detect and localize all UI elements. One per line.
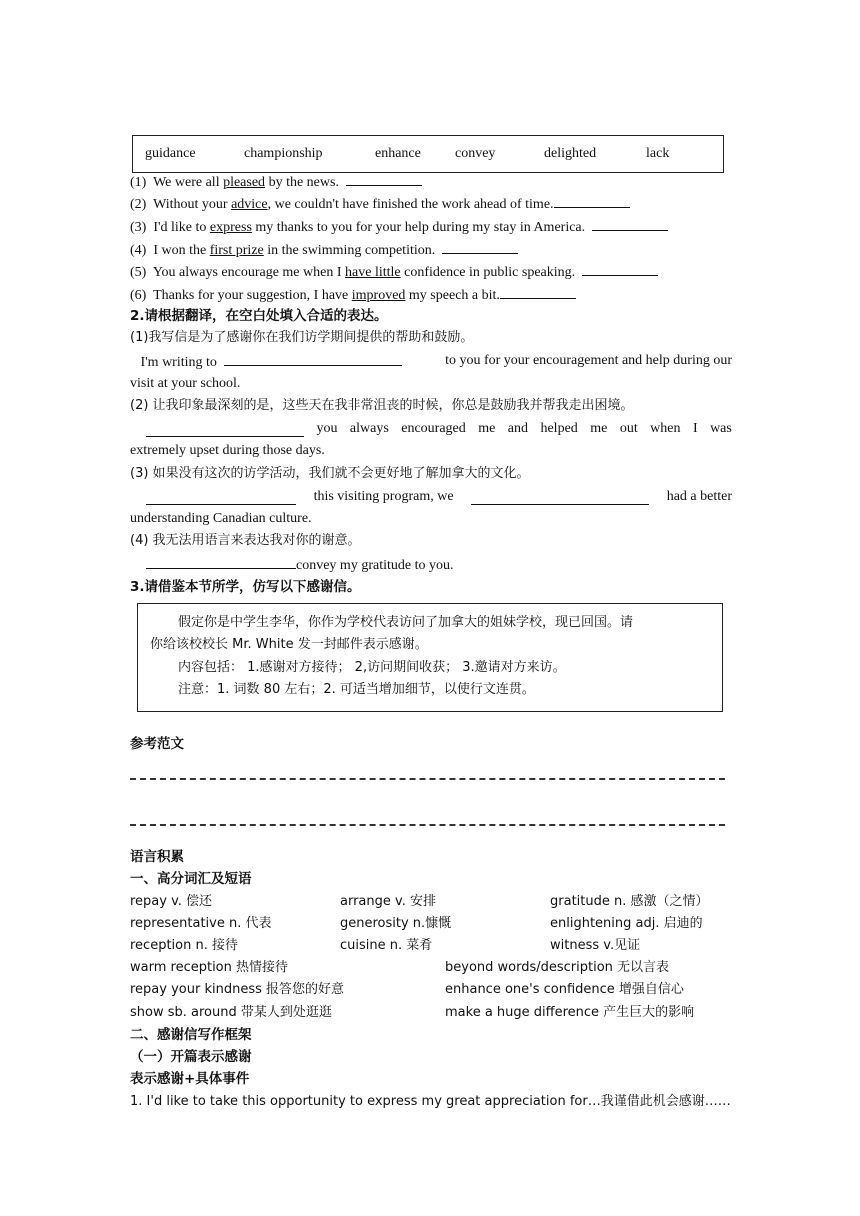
word-bank-item: enhance bbox=[375, 146, 421, 161]
question-zh: (1)我写信是为了感谢你在我们访学期间提供的帮助和鼓励。 bbox=[130, 330, 474, 345]
vocab-item: reception n. 接待 bbox=[130, 938, 238, 953]
answer-blank[interactable] bbox=[442, 240, 518, 254]
answer-blank[interactable] bbox=[500, 285, 576, 299]
question-line: I'm writing to to you for your encouragement and help during our bbox=[140, 353, 732, 370]
question-zh: (2) 让我印象最深刻的是，这些天在我非常沮丧的时候，你总是鼓励我并帮我走出困境。 bbox=[130, 398, 634, 413]
vocab-item: generosity n.慷慨 bbox=[340, 916, 452, 931]
phrase-item: show sb. around 带某人到处逛逛 bbox=[130, 1005, 332, 1020]
answer-blank[interactable] bbox=[346, 172, 422, 186]
vocab-item: gratitude n. 感激（之情） bbox=[550, 894, 709, 909]
task-line: 你给该校校长 Mr. White 发一封邮件表示感谢。 bbox=[150, 637, 428, 652]
question-line: understanding Canadian culture. bbox=[130, 511, 312, 526]
question-zh: (3) 如果没有这次的访学活动，我们就不会更好地了解加拿大的文化。 bbox=[130, 466, 530, 481]
exercise-item-5: (5) You always encourage me when I have little confidence in public speaking. bbox=[130, 262, 658, 282]
section3-heading: 3.请借鉴本节所学，仿写以下感谢信。 bbox=[130, 579, 361, 595]
vocab-heading: 一、高分词汇及短语 bbox=[130, 871, 252, 887]
exercise-item-3: (3) I'd like to express my thanks to you for your help during my stay in America. bbox=[130, 217, 668, 237]
framework-heading: 二、感谢信写作框架 bbox=[130, 1027, 252, 1043]
answer-blank[interactable] bbox=[146, 491, 296, 505]
phrase-item: enhance one's confidence 增强自信心 bbox=[445, 982, 684, 997]
question-line: visit at your school. bbox=[130, 376, 241, 391]
word-bank-item: delighted bbox=[544, 146, 597, 161]
phrase-item: beyond words/description 无以言表 bbox=[445, 960, 670, 975]
question-line: extremely upset during those days. bbox=[130, 443, 325, 458]
task-box bbox=[137, 603, 723, 712]
exercise-item-2: (2) Without your advice, we couldn't have finished the work ahead of time. bbox=[130, 194, 630, 214]
word-bank-box bbox=[132, 135, 724, 173]
phrase-item: repay your kindness 报答您的好意 bbox=[130, 982, 345, 997]
question-line: this visiting program, we had a better bbox=[146, 488, 732, 506]
word-bank-item: lack bbox=[646, 146, 670, 161]
word-bank-item: convey bbox=[455, 146, 496, 161]
vocab-item: arrange v. 安排 bbox=[340, 894, 436, 909]
writing-line[interactable] bbox=[130, 824, 725, 826]
exercise-item-6: (6) Thanks for your suggestion, I have improved my speech a bit. bbox=[130, 285, 576, 305]
answer-blank[interactable] bbox=[592, 217, 668, 231]
task-line: 假定你是中学生李华，你作为学校代表访问了加拿大的姐妹学校，现已回国。请 bbox=[178, 615, 634, 630]
task-line: 内容包括： 1.感谢对方接待； 2,访问期间收获； 3.邀请对方来访。 bbox=[178, 660, 566, 675]
framework-label: 表示感谢+具体事件 bbox=[130, 1071, 250, 1087]
phrase-item: make a huge difference 产生巨大的影响 bbox=[445, 1005, 695, 1020]
vocab-item: cuisine n. 菜肴 bbox=[340, 938, 433, 953]
vocab-item: witness v.见证 bbox=[550, 938, 641, 953]
reference-title: 参考范文 bbox=[130, 736, 184, 752]
answer-blank[interactable] bbox=[471, 491, 649, 505]
question-line: you always encouraged me and helped me out when I was bbox=[146, 420, 732, 438]
language-title: 语言积累 bbox=[130, 849, 184, 865]
answer-blank[interactable] bbox=[146, 555, 296, 569]
task-line: 注意：1. 词数 80 左右；2. 可适当增加细节，以使行文连贯。 bbox=[178, 682, 535, 697]
word-bank-item: guidance bbox=[145, 146, 196, 161]
exercise-item-4: (4) I won the first prize in the swimming competition. bbox=[130, 240, 518, 260]
example-sentence: 1. I'd like to take this opportunity to express my great appreciation for…我谨借此机会感谢…… bbox=[130, 1094, 731, 1109]
question-zh: (4) 我无法用语言来表达我对你的谢意。 bbox=[130, 533, 361, 548]
answer-blank[interactable] bbox=[554, 194, 630, 208]
answer-blank[interactable] bbox=[146, 423, 304, 437]
exercise-item-1: (1) We were all pleased by the news. bbox=[130, 172, 422, 192]
vocab-item: representative n. 代表 bbox=[130, 916, 272, 931]
vocab-item: enlightening adj. 启迪的 bbox=[550, 916, 703, 931]
question-line: convey my gratitude to you. bbox=[146, 555, 453, 575]
phrase-item: warm reception 热情接待 bbox=[130, 960, 288, 975]
vocab-item: repay v. 偿还 bbox=[130, 894, 213, 909]
word-bank-item: championship bbox=[244, 146, 323, 161]
section2-heading: 2.请根据翻译，在空白处填入合适的表达。 bbox=[130, 308, 388, 324]
framework-subheading: （一）开篇表示感谢 bbox=[130, 1049, 252, 1065]
answer-blank[interactable] bbox=[224, 352, 402, 366]
answer-blank[interactable] bbox=[582, 262, 658, 276]
writing-line[interactable] bbox=[130, 778, 725, 780]
